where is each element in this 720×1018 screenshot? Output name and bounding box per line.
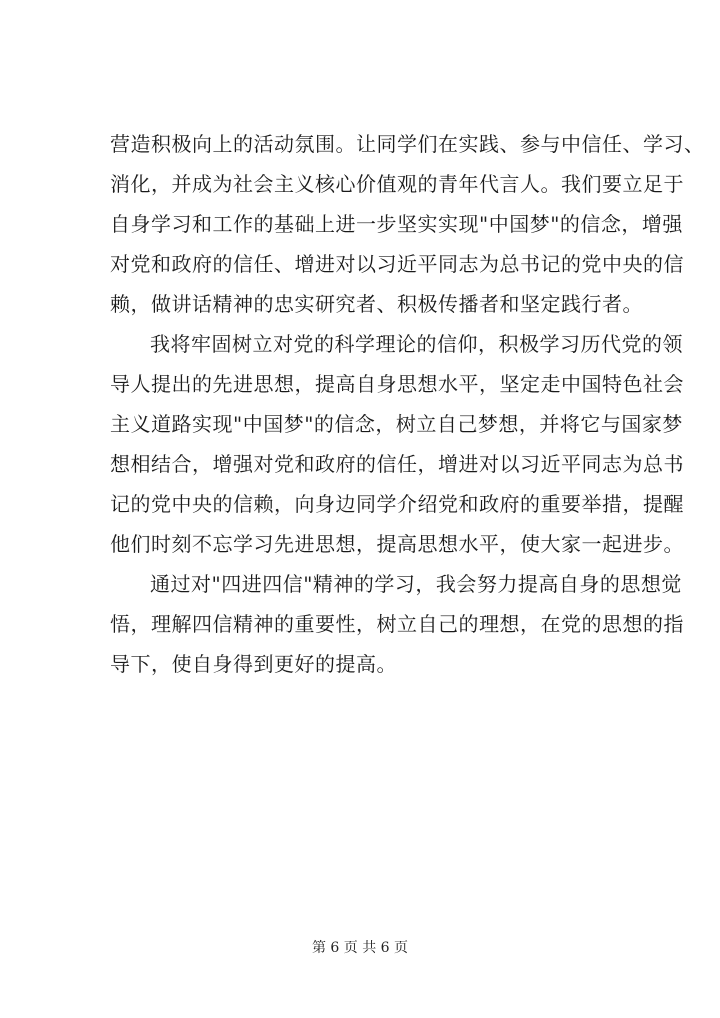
text-line-content: 通过对"四进四信"精神的学习，我会努力提高自身的思想觉 <box>150 572 682 596</box>
text-line-content: 想相结合，增强对党和政府的信任，增进对以习近平同志为总书 <box>110 452 684 476</box>
text-line <box>0 209 720 239</box>
text-line-content: 自身学习和工作的基础上进一步坚实实现"中国梦"的信念，增强 <box>110 212 683 236</box>
text-line <box>0 329 720 359</box>
text-line-content: 记的党中央的信赖，向身边同学介绍党和政府的重要举措，提醒 <box>110 492 684 516</box>
text-line-content: 主义道路实现"中国梦"的信念，树立自己梦想，并将它与国家梦 <box>110 412 683 436</box>
text-line <box>0 289 720 319</box>
text-line <box>0 489 720 519</box>
text-line-content: 导人提出的先进思想，提高自身思想水平，坚定走中国特色社会 <box>110 372 684 396</box>
text-line-content: 营造积极向上的活动氛围。让同学们在实践、参与中信任、学习、 <box>110 132 705 156</box>
text-line-content: 悟，理解四信精神的重要性，树立自己的理想，在党的思想的指 <box>110 612 684 636</box>
text-line-content: 对党和政府的信任、增进对以习近平同志为总书记的党中央的信 <box>110 252 684 276</box>
text-line-content: 他们时刻不忘学习先进思想，提高思想水平，使大家一起进步。 <box>110 532 684 556</box>
text-line-content: 我将牢固树立对党的科学理论的信仰，积极学习历代党的领 <box>150 332 683 356</box>
text-line <box>0 529 720 559</box>
page-footer: 第 6 页 共 6 页 <box>311 940 409 956</box>
text-line <box>0 649 720 679</box>
text-line <box>0 249 720 279</box>
text-line-content: 消化，并成为社会主义核心价值观的青年代言人。我们要立足于 <box>110 172 684 196</box>
text-line <box>0 409 720 439</box>
text-line <box>0 569 720 599</box>
text-line <box>0 609 720 639</box>
text-line <box>0 369 720 399</box>
text-line <box>0 169 720 199</box>
text-line <box>0 449 720 479</box>
text-line-content: 赖，做讲话精神的忠实研究者、积极传播者和坚定践行者。 <box>110 292 643 316</box>
text-line-content: 导下，使自身得到更好的提高。 <box>110 652 397 676</box>
text-line <box>0 129 720 159</box>
